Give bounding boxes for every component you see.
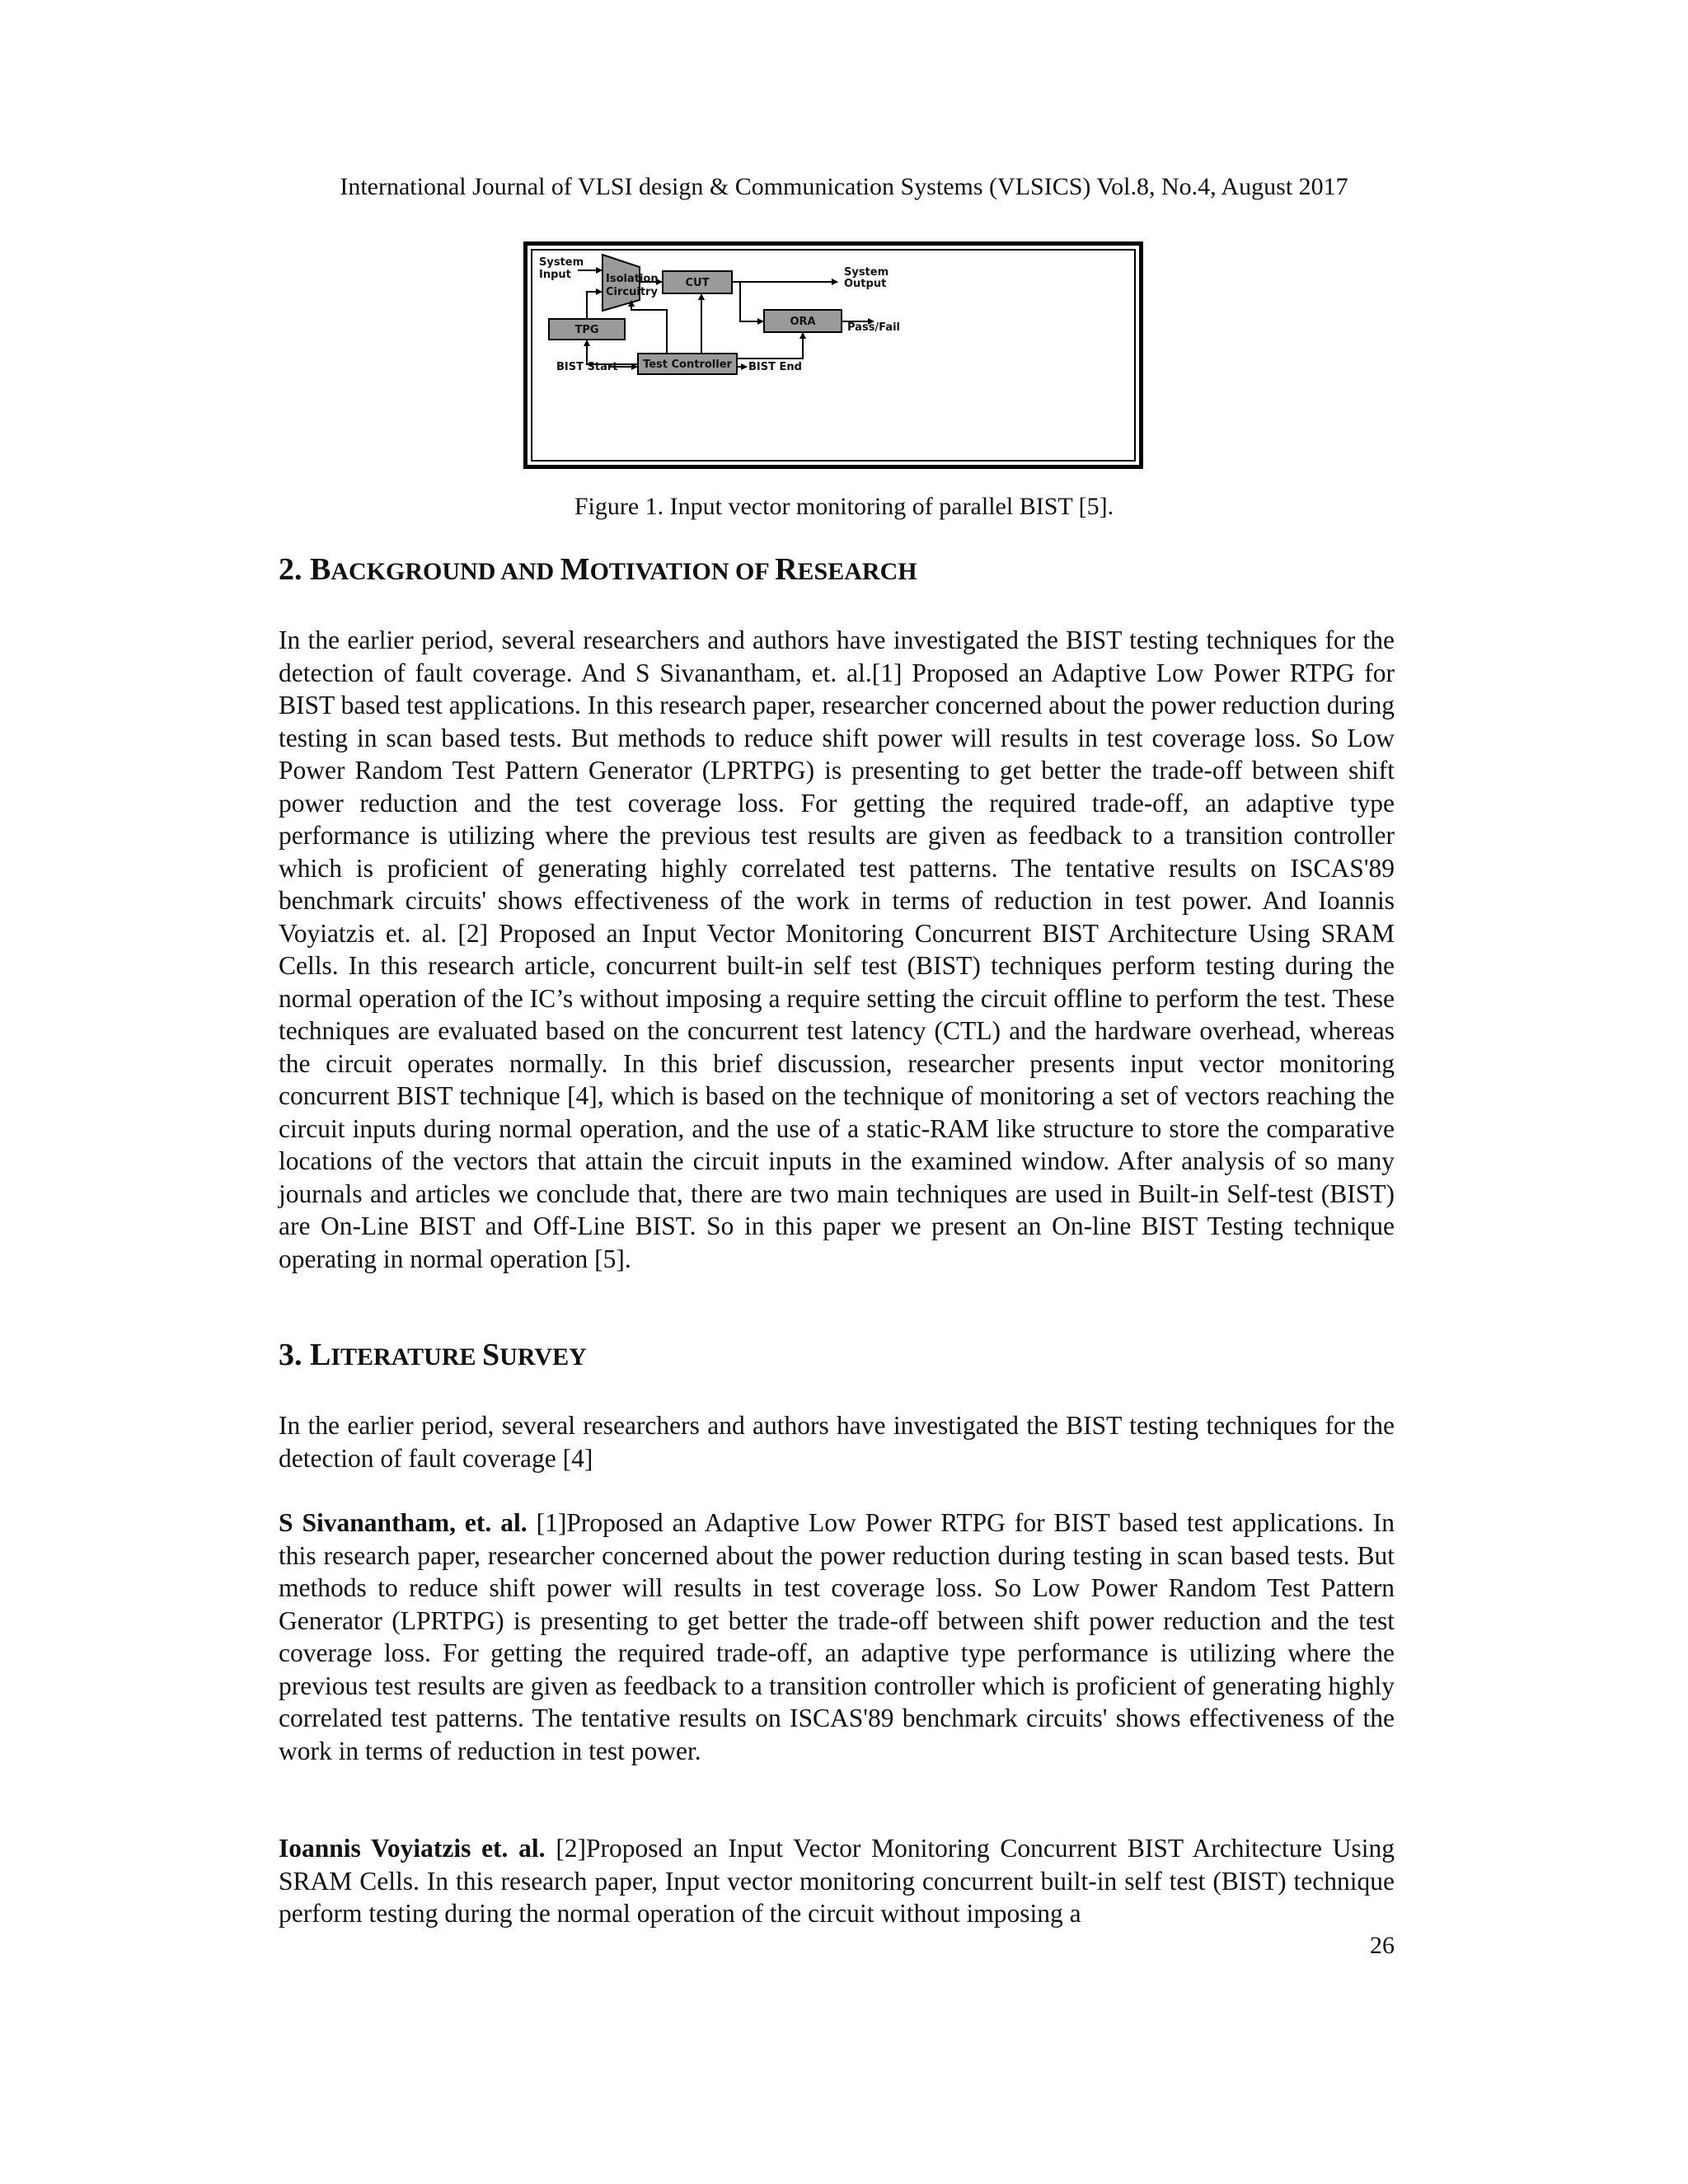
section-2-heading (279, 551, 917, 591)
bist-start-label: BIST Start (556, 361, 618, 373)
system-input-label-1: System (539, 256, 584, 269)
section-2-paragraph: In the earlier period, several researchers and authors have investigated the BIST testing techniques for the detection of fault coverage. And S Sivanantham, et. al.[1] Proposed an Adaptive Low Power RTPG for BIST based test applications. In this research paper, researcher concerned about the power reduction during testing in scan based tests. But methods to reduce shift power will results in test coverage loss. So Low Power Random Test Pattern Generator (LPRTPG) is presenting to get better the trade-off between shift power reduction and the test coverage loss. For getting the required trade-off, an adaptive type performance is utilizing where the previous test results are given as feedback to a transition controller which is proficient of generating highly correlated test patterns. The tentative results on ISCAS'89 benchmark circuits' shows effectiveness of the work in terms of reduction in test power. And Ioannis Voyiatzis et. al. [2] Proposed an Input Vector Monitoring Concurrent BIST Architecture Using SRAM Cells. In this research article, concurrent built-in self test (BIST) techniques perform testing during the normal operation of the IC’s without imposing a require setting the circuit offline to perform the test. These techniques are evaluated based on the concurrent test latency (CTL) and the hardware overhead, whereas the circuit operates normally. In this brief discussion, researcher presents input vector monitoring concurrent BIST technique [4], which is based on the technique of monitoring a set of vectors reaching the circuit inputs during normal operation, and the use of a static-RAM like structure to store the comparative locations of the vectors that attain the circuit inputs in the examined window. After analysis of so many journals and articles we conclude that, there are two main techniques are used in Built-in Self-test (BIST) are On-Line BIST and Off-Line BIST. So in this paper we present an On-line BIST Testing technique operating in normal operation [5]. (279, 626, 1395, 1273)
figure-block-diagram (523, 241, 1143, 469)
section-2-title-part: ACKGROUND AND (331, 558, 560, 585)
running-header: International Journal of VLSI design & Communication Systems (VLSICS) Vol.8, No.4, August 2017 (340, 173, 1348, 200)
figure-inner-frame (531, 249, 1136, 462)
isolation-label-1: Isolation (606, 273, 659, 285)
arrow-tpg-to-isolation (587, 292, 602, 319)
bist-end-label: BIST End (748, 361, 802, 373)
section-3-intro: In the earlier period, several researchers and authors have investigated the BIST testing techniques for the detection of fault coverage [4] (279, 1411, 1395, 1473)
system-output-label-1: System (844, 266, 889, 279)
cut-label: CUT (685, 277, 710, 289)
isolation-label-2: Circuitry (606, 286, 658, 298)
section-2-title-part: M (560, 552, 590, 587)
section-2-title-part: ESEARCH (797, 558, 917, 585)
entry-1-text: [1]Proposed an Adaptive Low Power RTPG for BIST based test applications. In this research paper, researcher concerned about the power reduction during testing in scan based tests. But methods to reduce shift power will results in test coverage loss. So Low Power Random Test Pattern Generator (LPRTPG) is presenting to get better the trade-off between shift power reduction and the test coverage loss. For getting the required trade-off, an adaptive type performance is utilizing where the previous test results are given as feedback to a transition controller which is proficient of generating highly correlated test patterns. The tentative results on ISCAS'89 benchmark circuits' shows effectiveness of the work in terms of reduction in test power. (279, 1508, 1395, 1765)
section-3-title-part: URVEY (499, 1343, 587, 1371)
page-number: 26 (1370, 1932, 1395, 1959)
section-2-title-part: B (310, 552, 331, 587)
pass-fail-label: Pass/Fail (847, 321, 900, 334)
system-input-label-2: Input (539, 269, 571, 281)
section-2-number: 2. (279, 552, 302, 587)
entry-2-text: [2]Proposed an Input Vector Monitoring Concurrent BIST Architecture Using SRAM Cells. In this research paper, Input vector monitoring concurrent built-in self test (BIST) technique perform testing during the normal operation of the circuit without imposing a (279, 1834, 1395, 1928)
entry-1-author: S Sivanantham, et. al. (279, 1508, 528, 1537)
literature-entry-2 (279, 1832, 1395, 1930)
arrow-controller-to-isolation (631, 301, 667, 354)
literature-entry-1 (279, 1507, 1395, 1767)
test-controller-label: Test Controller (643, 359, 732, 371)
section-2-title-part: R (775, 552, 798, 587)
section-3-title-part: ITERATURE (331, 1343, 483, 1371)
section-3-heading (279, 1336, 587, 1376)
figure-caption: Figure 1. Input vector monitoring of parallel BIST [5]. (574, 493, 1114, 520)
section-2-title-part: OTIVATION OF (589, 558, 776, 585)
section-3-number: 3. (279, 1338, 302, 1372)
arrow-cut-to-ora (740, 282, 763, 321)
arrow-controller-to-ora (737, 333, 803, 359)
tpg-label: TPG (574, 324, 599, 336)
ora-label: ORA (790, 316, 816, 328)
section-3-title-part: L (310, 1338, 331, 1372)
bist-diagram (532, 251, 1137, 463)
system-output-label-2: Output (844, 278, 887, 290)
entry-2-author: Ioannis Voyiatzis et. al. (279, 1834, 546, 1863)
section-3-title-part: S (482, 1338, 500, 1372)
